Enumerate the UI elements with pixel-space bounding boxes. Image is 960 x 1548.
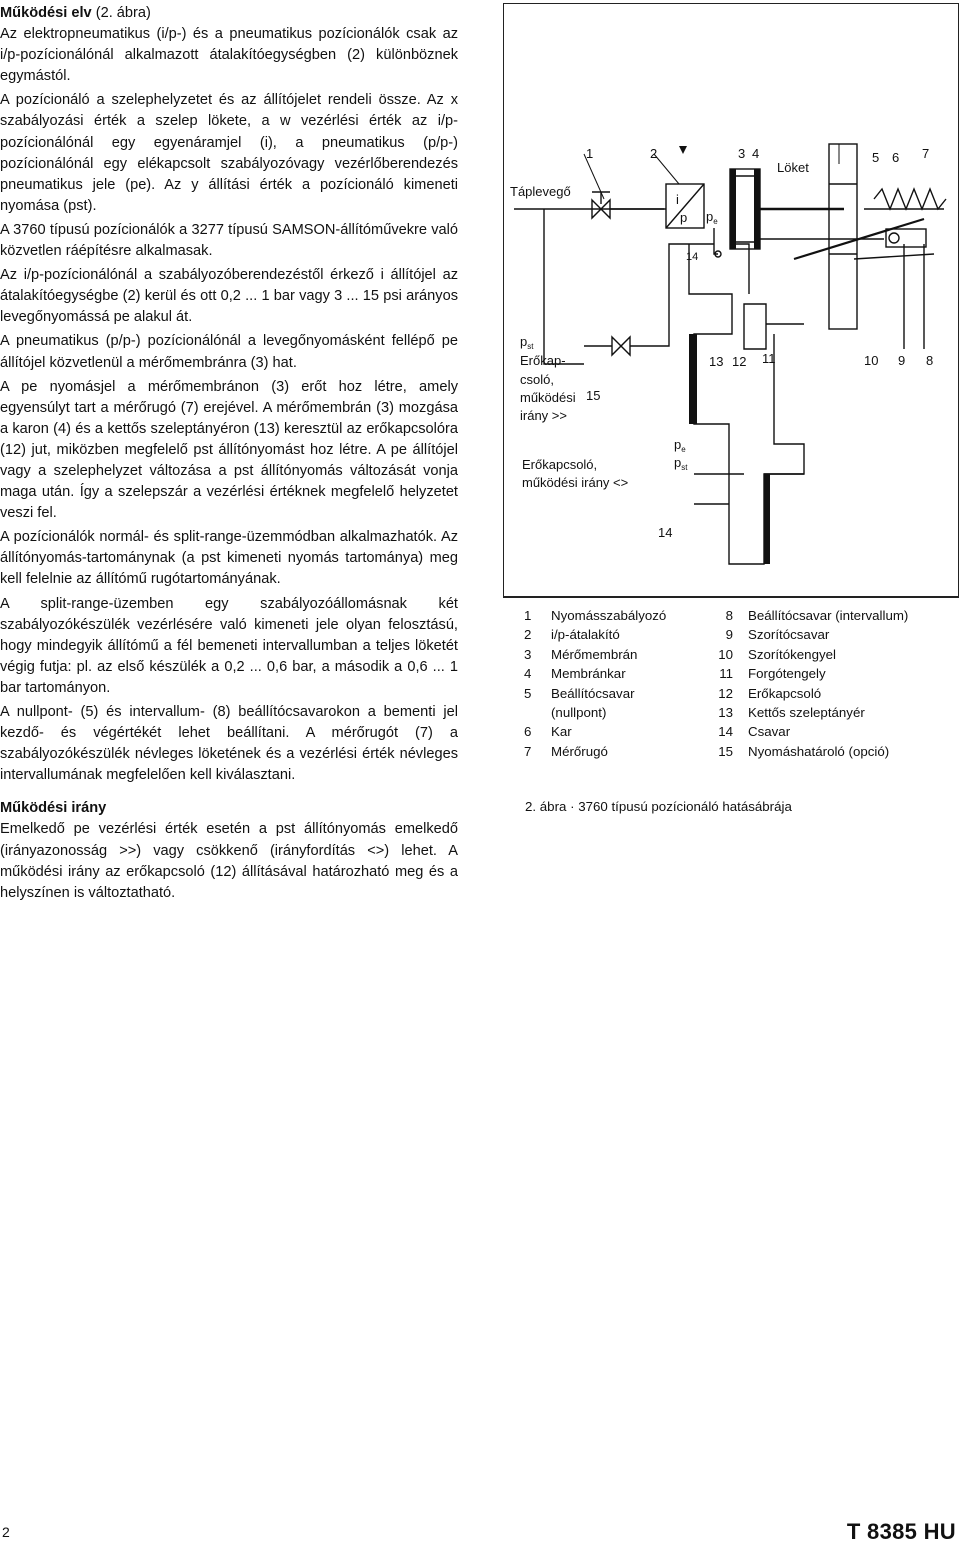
legend-item bbox=[524, 722, 729, 741]
callout-9: 9 bbox=[898, 353, 906, 368]
callout-14-top: 14 bbox=[686, 251, 699, 263]
booster-label-line3: működési bbox=[520, 390, 576, 405]
callout-13: 13 bbox=[709, 354, 724, 369]
legend-label: Beállítócsavar bbox=[551, 685, 635, 701]
legend-label: Kar bbox=[551, 724, 572, 740]
paragraph: A pneumatikus (p/p-) pozícionálónál a levegőnyomásként fellépő pe állítójel közvetlenül a mérőmembránra (3) hat. bbox=[0, 333, 458, 371]
callout-11: 11 bbox=[762, 351, 776, 366]
supply-branch-line bbox=[544, 209, 584, 364]
pe-label-top: $p_e$ bbox=[706, 209, 718, 226]
paragraph: Emelkedő pe vezérlési érték esetén a pst állítónyomás emelkedő (irányazonosság >>) vagy csökkenő (irányfordítás <>) lehet. A működési irány az erőkapcsoló (12) állításával határozható meg és a helyszínen is változtatható. bbox=[0, 821, 458, 901]
legend-number: 15 bbox=[718, 743, 733, 759]
section-title-figure-ref: (2. ábra) bbox=[95, 5, 151, 21]
legend-label: (nullpont) bbox=[551, 705, 607, 721]
legend-item bbox=[706, 606, 956, 625]
legend-item bbox=[524, 606, 729, 625]
legend-number: 5 bbox=[524, 685, 532, 701]
legend-number: 11 bbox=[719, 666, 733, 682]
callout-12: 12 bbox=[732, 354, 747, 369]
callout-7: 7 bbox=[922, 146, 930, 161]
clamping-bracket bbox=[886, 229, 926, 247]
legend-number: 6 bbox=[524, 724, 532, 740]
legend-number bbox=[524, 703, 551, 722]
legend-item bbox=[524, 625, 729, 644]
legend-number: 13 bbox=[718, 705, 733, 721]
legend-item bbox=[706, 684, 956, 703]
legend-item bbox=[706, 703, 956, 722]
paragraph: Az i/p-pozícionálónál a szabályozóberendezéstől érkező i állítójel az átalakítóegységbe (2) kerül és ott 0,2 ... 1 bar vagy 3 ... 15 psi arányos levegőnyomássá pe alakul át. bbox=[0, 267, 458, 326]
callout-14-bottom: 14 bbox=[658, 525, 673, 540]
paragraph: Az elektropneumatikus (i/p-) és a pneumatikus pozícionálók csak az i/p-pozícionálónál alkalmazott átalakítóegységben (2) különböznek egymástól. bbox=[0, 26, 458, 85]
legend-item bbox=[524, 703, 729, 722]
paragraph: A pozícionálók normál- és split-range-üzemmódban alkalmazhatók. Az állítónyomás-tartománynak (a pst kimeneti nyomás tartománya) meg kell felelnie az állítómű rugótartományának. bbox=[0, 529, 458, 588]
callout-3: 3 bbox=[738, 146, 746, 161]
legend-item bbox=[524, 645, 729, 664]
legend-label: Nyomásszabályozó bbox=[551, 608, 667, 623]
callout-15: 15 bbox=[586, 388, 601, 403]
legend-number: 3 bbox=[524, 646, 532, 662]
figure-frame bbox=[503, 3, 959, 598]
legend-label: Csavar bbox=[748, 724, 791, 740]
legend-label: Mérőrugó bbox=[551, 743, 608, 759]
document-code: T 8385 HU bbox=[846, 1519, 956, 1544]
booster-reverse-label-line1: Erőkapcsoló, bbox=[522, 457, 598, 472]
booster-label-line2: csoló, bbox=[520, 372, 554, 387]
legend-number: 2 bbox=[524, 627, 532, 643]
booster-label-line4: irány >> bbox=[520, 408, 567, 423]
paragraph: A split-range-üzemben egy szabályozóállomásnak két szabályozókészülék vezérlésére való kimeneti jele olyan felosztású, hogy mindegyik állítómű a fél bemeneti intervallumban a teljes löketét végig futja: pl. az első készülék a 0,2 ... 0,6 bar, a második a 0,6 ... 1 bar tartományon. bbox=[0, 595, 458, 696]
pst-label-left: $p_{st}$ bbox=[520, 334, 534, 351]
left-text-column bbox=[0, 3, 458, 907]
legend-item bbox=[706, 722, 956, 741]
callout-1: 1 bbox=[586, 146, 594, 161]
legend-number: 4 bbox=[524, 666, 532, 682]
legend-item bbox=[524, 684, 729, 703]
legend-label: Membránkar bbox=[551, 666, 626, 682]
page-number: 2 bbox=[2, 1524, 10, 1540]
paragraph: A pozícionáló a szelephelyzetet és az állítójelet rendeli össze. Az x szabályozási érték a szelep lökete, a w vezérlési érték az i/p-pozícionálónál egy egyenáramjel (i), a pneumatikus (p/p-) pozícionálónál egy elékapcsolt szabályozóvagy vezérlőberendezés pneumatikus jele (pe). Az y állítási érték a pozícionáló kimeneti nyomása (pst). bbox=[0, 92, 458, 214]
double-valve-plug bbox=[744, 304, 766, 349]
legend-label: i/p-átalakító bbox=[551, 627, 620, 643]
legend-item bbox=[706, 742, 956, 761]
positioner-schematic bbox=[504, 4, 958, 596]
paragraph: A pe nyomásjel a mérőmembránon (3) erőt hoz létre, amely egyensúlyt tart a mérőrugó (7) erejével. A mérőmembrán (3) mozgása a karon (4) és a kettős szeleptányéron (13) keresztül az erőkapcsolóra (12) jut, miközben megfelelő pst állítónyomást hoz létre. A pe állítójel vagy a szelephelyzet változása a pst állítónyomás változását vonja maga után. Így a szelepszár a vezérlési értéknek megfelelő helyzetet veszi fel. bbox=[0, 378, 458, 522]
paragraph: A nullpont- (5) és intervallum- (8) beállítócsavarokon a bementi jel kezdő- és végértékét lehet beállítani. A mérőrugót (7) a szabályozókészülék névleges löketének és a vezérlési érték névleges intervallumának megfelelően kell kiválasztani. bbox=[0, 704, 458, 784]
callout-2: 2 bbox=[650, 146, 658, 161]
figure-caption: 2. ábra · 3760 típusú pozícionáló hatásábrája bbox=[525, 799, 792, 814]
callout-10: 10 bbox=[864, 353, 879, 368]
ip-p-label: p bbox=[680, 210, 688, 225]
callout-8: 8 bbox=[926, 353, 934, 368]
pst-label-bottom: $p_{st}$ bbox=[674, 455, 688, 472]
legend-item bbox=[524, 742, 729, 761]
legend-number: 14 bbox=[718, 724, 733, 740]
paragraph: A 3760 típusú pozícionálók a 3277 típusú SAMSON-állítóművekre való közvetlen ráépítésre alkalmasak. bbox=[0, 221, 458, 260]
legend-number: 12 bbox=[718, 685, 733, 701]
legend-number: 9 bbox=[725, 627, 733, 643]
legend-number: 10 bbox=[718, 646, 733, 662]
legend-item bbox=[524, 664, 729, 683]
legend-item bbox=[706, 664, 956, 683]
section-title-operation bbox=[0, 3, 458, 24]
ip-i-label: i bbox=[676, 192, 679, 207]
measuring-spring bbox=[874, 189, 946, 209]
legend-item bbox=[706, 625, 956, 644]
legend-left-column bbox=[524, 606, 729, 761]
callout-5: 5 bbox=[872, 150, 880, 165]
stroke-label: Löket bbox=[777, 160, 809, 175]
section-title-direction: Működési irány bbox=[0, 800, 107, 817]
span-screw bbox=[904, 244, 924, 349]
legend-number: 8 bbox=[725, 608, 733, 623]
legend-right-column bbox=[706, 606, 956, 761]
legend-item bbox=[706, 645, 956, 664]
legend-label: Szorítócsavar bbox=[748, 627, 830, 643]
legend-number: 7 bbox=[524, 743, 532, 759]
legend-label: Forgótengely bbox=[748, 666, 826, 682]
legend-label: Nyomáshatároló (opció) bbox=[748, 743, 890, 759]
booster-reverse-label-line2: működési irány <> bbox=[522, 475, 629, 490]
pressure-limiter-valve bbox=[612, 337, 630, 355]
legend-number: 1 bbox=[524, 608, 532, 623]
legend-label: Szorítókengyel bbox=[748, 646, 836, 662]
valve-stem bbox=[829, 144, 857, 329]
supply-air-label: Táplevegő bbox=[510, 184, 571, 199]
pneumatic-body bbox=[689, 244, 804, 564]
legend-label: Beállítócsavar (intervallum) bbox=[748, 608, 909, 623]
callout-4: 4 bbox=[752, 146, 760, 161]
legend-label: Kettős szeleptányér bbox=[748, 705, 865, 721]
callout-6: 6 bbox=[892, 150, 900, 165]
section-title-text: Működési elv bbox=[0, 5, 92, 21]
booster-label-line1: Erőkap- bbox=[520, 353, 566, 368]
legend-label: Erőkapcsoló bbox=[748, 685, 822, 701]
pe-label-bottom: $p_e$ bbox=[674, 437, 686, 454]
legend-label: Mérőmembrán bbox=[551, 646, 638, 662]
